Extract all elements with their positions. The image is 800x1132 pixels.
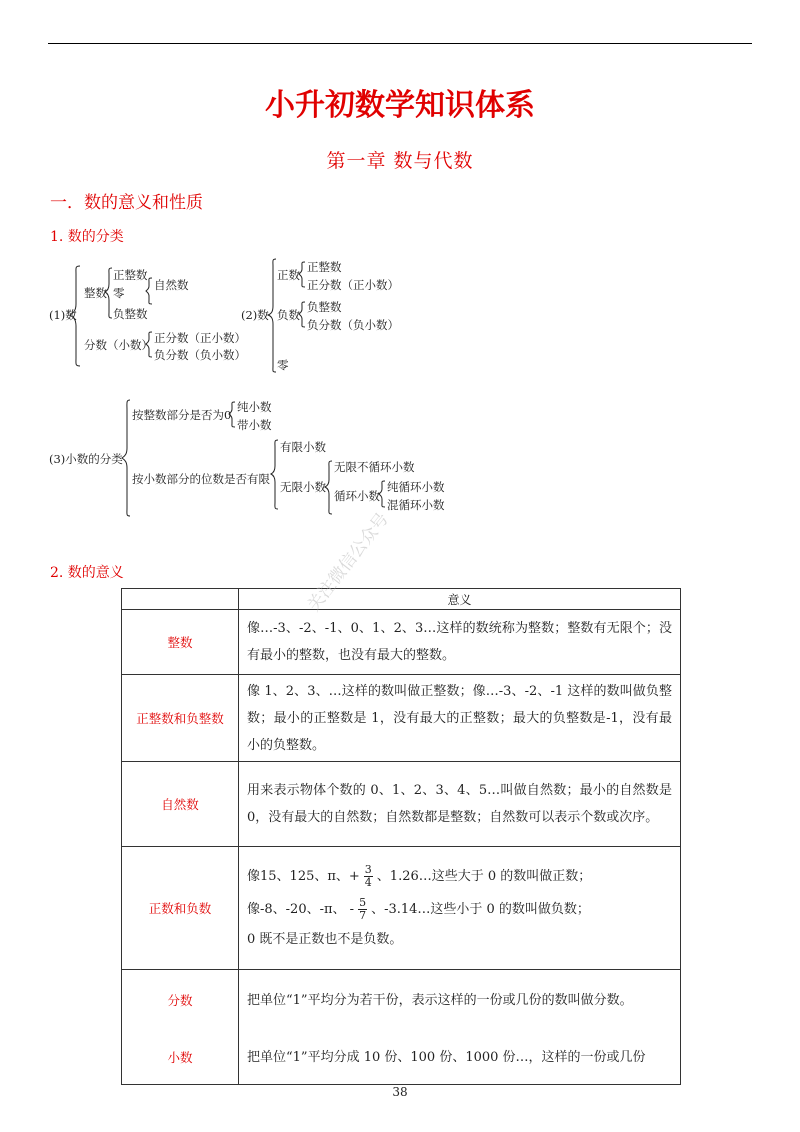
zero-note: 0 既不是正数也不是负数。 <box>247 932 403 947</box>
tree3-root: (3)小数的分类 <box>49 452 123 466</box>
tree1-negative-integer: 负整数 <box>113 307 148 321</box>
table-header-empty <box>122 589 239 610</box>
section-heading: 一．数的意义和性质 <box>50 193 203 213</box>
table-row <box>122 1030 681 1085</box>
tree2-positive-fraction: 正分数（正小数） <box>307 278 399 292</box>
meaning-table <box>121 588 681 1085</box>
tree1-negative-fraction: 负分数（负小数） <box>154 348 246 362</box>
definition-cell: 用来表示物体个数的 0、1、2、3、4、5…叫做自然数；最小的自然数是 0，没有最大的自然数；自然数都是整数；自然数可以表示个数或次序。 <box>239 762 681 847</box>
subheading-meaning: 2. 数的意义 <box>50 565 124 581</box>
table-row <box>122 762 681 847</box>
tree2-negative-fraction: 负分数（负小数） <box>307 318 399 332</box>
term-cell: 自然数 <box>122 762 239 847</box>
tree3-finite-decimal: 有限小数 <box>280 440 326 454</box>
tree3-mixed-decimal: 带小数 <box>237 418 272 432</box>
subheading-classification: 1. 数的分类 <box>50 229 124 245</box>
tree1-zero: 零 <box>113 286 125 300</box>
definition-cell: 把单位“1”平均分为若干份，表示这样的一份或几份的数叫做分数。 <box>239 970 681 1031</box>
tree3-pure-decimal: 纯小数 <box>237 400 272 414</box>
table-row <box>122 675 681 762</box>
definition-cell <box>239 847 681 970</box>
tree3-pure-repeating: 纯循环小数 <box>387 480 445 494</box>
tree2-positive: 正数 <box>277 268 300 282</box>
tree3-mixed-repeating: 混循环小数 <box>387 498 445 512</box>
tree1-fraction: 分数（小数） <box>84 338 153 352</box>
tree1-natural-number: 自然数 <box>154 278 189 292</box>
tree2-root: (2)数 <box>241 308 269 322</box>
term-cell: 小数 <box>122 1030 239 1085</box>
table-header-meaning: 意义 <box>239 589 681 610</box>
term-cell: 正数和负数 <box>122 847 239 970</box>
chapter-title: 第一章 数与代数 <box>326 150 474 172</box>
tree1-positive-fraction: 正分数（正小数） <box>154 331 246 345</box>
term-cell: 正整数和负整数 <box>122 675 239 762</box>
tree2-negative-integer: 负整数 <box>307 300 342 314</box>
term-cell: 分数 <box>122 970 239 1031</box>
tree2-positive-integer: 正整数 <box>307 260 342 274</box>
page-number: 38 <box>392 1085 408 1099</box>
definition-cell: 像 1、2、3、…这样的数叫做正整数；像…-3、-2、-1 这样的数叫做负整数；最小的正整数是 1，没有最大的正整数；最大的负整数是-1，没有最小的负整数。 <box>239 675 681 762</box>
term-cell: 整数 <box>122 610 239 675</box>
page-title: 小升初数学知识体系 <box>265 88 535 123</box>
table-header-row <box>122 589 681 610</box>
tree3-infinite-decimal: 无限小数 <box>280 480 326 494</box>
positive-number-line: 像15、125、π、+ $\frac{3}{4}$ 、1.26…这些大于 0 的数叫做正数； <box>247 863 592 889</box>
watermark: 关注微信公众号 <box>303 509 393 616</box>
tree3-by-integer-part: 按整数部分是否为0 <box>132 408 232 422</box>
table-row <box>122 610 681 675</box>
tree2-negative: 负数 <box>277 308 300 322</box>
tree1-integer: 整数 <box>84 286 107 300</box>
fraction-five-sevenths: $\frac{5}{7}$ <box>359 896 367 922</box>
tree1-root: (1)数 <box>49 308 77 322</box>
negative-number-line: 像-8、-20、-π、 - $\frac{5}{7}$ 、-3.14…这些小于 0 的数叫做负数； <box>247 896 590 922</box>
table-row <box>122 847 681 970</box>
tree3-repeating: 循环小数 <box>334 489 380 503</box>
definition-cell: 像…-3、-2、-1、0、1、2、3…这样的数统称为整数；整数有无限个；没有最小的整数，也没有最大的整数。 <box>239 610 681 675</box>
tree1-positive-integer: 正整数 <box>113 268 148 282</box>
fraction-three-quarters: $\frac{3}{4}$ <box>364 863 372 889</box>
tree3-non-repeating: 无限不循环小数 <box>334 460 415 474</box>
table-row <box>122 970 681 1031</box>
definition-cell: 把单位“1”平均分成 10 份、100 份、1000 份…，这样的一份或几份 <box>239 1030 681 1085</box>
tree2-zero: 零 <box>277 358 289 372</box>
tree3-by-decimal-digits: 按小数部分的位数是否有限 <box>132 472 270 486</box>
